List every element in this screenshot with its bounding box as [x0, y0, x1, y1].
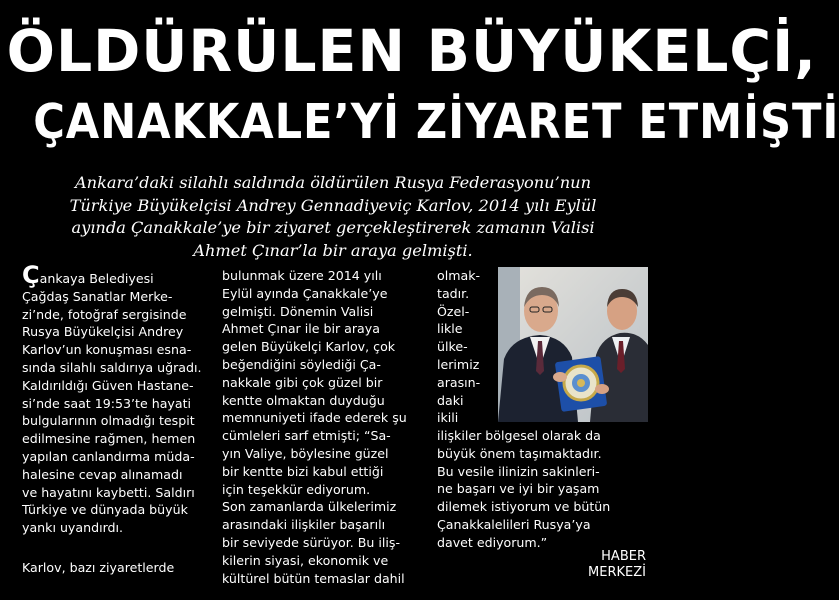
column-line: likle — [437, 321, 463, 337]
column-line: Karlov’un konuşması esna- — [22, 342, 192, 358]
lead-line: Ankara’daki silahlı saldırıda öldürülen Rusya Federasyonu’nun — [74, 173, 592, 192]
column-line: büyük önem taşımaktadır. — [437, 445, 602, 461]
column-line: olmak- — [437, 268, 481, 283]
column-line: Çanakkalelileri Rusya’ya — [437, 516, 591, 532]
column-line: Bu vesile ilinizin sakinleri- — [437, 463, 600, 479]
drop-cap: Ç — [22, 261, 40, 289]
column-line: Kaldırıldığı Güven Hastane- — [22, 377, 194, 393]
photo-two-men-with-plaque-icon — [498, 267, 648, 422]
column-line: memnuniyeti ifade ederek şu — [222, 410, 407, 426]
column-line: yapılan canlandırma müda- — [22, 448, 195, 464]
column-line: Çağdaş Sanatlar Merke- — [22, 288, 173, 304]
column-line: kültürel bütün temaslar dahil — [222, 570, 405, 586]
headline-line-2: ÇANAKKALE’Yİ ZİYARET ETMİŞTİ — [33, 94, 839, 150]
byline-line: HABER — [601, 549, 646, 564]
article-column-1 — [22, 261, 212, 577]
lead-paragraph — [8, 172, 658, 262]
column-line: ne başarı ve iyi bir yaşam — [437, 481, 600, 497]
column-line: Son zamanlarda ülkelerimiz — [222, 499, 397, 515]
column-line: daki — [437, 392, 464, 408]
headline-line-1: ÖLDÜRÜLEN BÜYÜKELÇİ, — [6, 17, 817, 85]
column-line: yankı uyandırdı. — [22, 520, 124, 536]
column-line: gelen Büyükelçi Karlov, çok — [222, 339, 396, 355]
column-line: bir kentte bizi kabul ettiği — [222, 463, 384, 479]
column-line: nakkale gibi çok güzel bir — [222, 374, 383, 390]
byline — [588, 549, 646, 581]
column-line: bulunmak üzere 2014 yılı — [222, 268, 382, 283]
column-line: edilmesine rağmen, hemen — [22, 431, 196, 447]
column-line: bulgularının olmadığı tespit — [22, 413, 195, 429]
column-1-first-line-text: ankaya Belediyesi — [39, 271, 154, 286]
column-line: bir seviyede sürüyor. Bu iliş- — [222, 534, 400, 550]
column-line: tadır. — [437, 285, 470, 301]
column-line: ve hayatını kaybetti. Saldırı — [22, 484, 195, 500]
column-line: Ahmet Çınar ile bir araya — [222, 321, 380, 337]
column-line: Türkiye ve dünyada büyük — [22, 502, 188, 518]
column-line: için teşekkür ediyorum. — [222, 481, 371, 497]
column-line: si’nde saat 19:53’te hayati — [22, 395, 192, 411]
column-line: dilemek istiyorum ve bütün — [437, 499, 611, 515]
news-photo — [498, 267, 648, 422]
column-line: ilişkiler bölgesel olarak da — [437, 428, 601, 443]
column-line: cümleleri sarf etmişti; “Sa- — [222, 428, 391, 444]
column-line: ikili — [437, 410, 459, 426]
lead-line: ayında Çanakkale’ye bir ziyaret gerçekleştirerek zamanın Valisi — [71, 218, 595, 237]
column-line: zi’nde, fotoğraf sergisinde — [22, 306, 187, 322]
lead-line: Ahmet Çınar’la bir araya gelmişti. — [193, 240, 473, 260]
column-line: beğendiğini söylediği Ça- — [222, 356, 381, 372]
column-line: kentte olmaktan duyduğu — [222, 392, 385, 408]
column-line: Özel- — [437, 303, 470, 319]
article-column-2 — [222, 267, 427, 587]
column-line: davet ediyorum.” — [437, 534, 548, 550]
column-1-first-line — [22, 261, 212, 289]
column-line: ülke- — [437, 339, 468, 355]
column-line: Eylül ayında Çanakkale’ye — [222, 285, 388, 301]
column-line: arasın- — [437, 374, 481, 390]
column-line: arasındaki ilişkiler başarılı — [222, 517, 386, 533]
column-line: sında silahlı saldırıya uğradı. — [22, 359, 202, 375]
lead-line: Türkiye Büyükelçisi Andrey Gennadiyeviç Karlov, 2014 yılı Eylül — [69, 195, 597, 215]
article-column-3-wide — [437, 427, 637, 552]
column-line: Rusya Büyükelçisi Andrey — [22, 324, 184, 340]
article-column-3-narrow — [437, 267, 507, 427]
column-line: kilerin siyasi, ekonomik ve — [222, 552, 389, 568]
column-line: Karlov, bazı ziyaretlerde — [22, 559, 175, 575]
column-line: gelmişti. Dönemin Valisi — [222, 303, 374, 319]
byline-line: MERKEZİ — [588, 565, 646, 580]
column-line: lerimiz — [437, 356, 480, 372]
column-line: halesine cevap alınamadı — [22, 466, 183, 482]
column-line: yın Valiye, böylesine güzel — [222, 445, 389, 461]
